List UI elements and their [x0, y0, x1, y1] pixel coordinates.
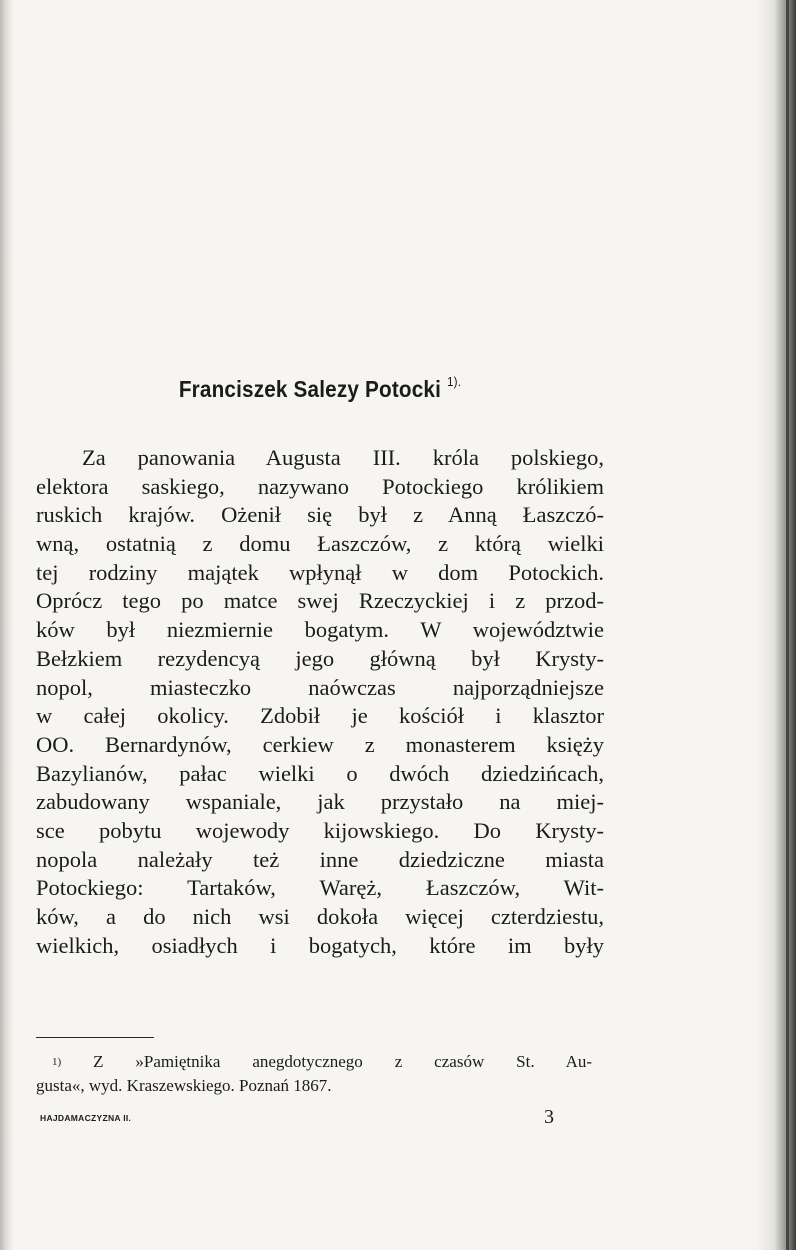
text-line: Bazylianów, pałac wielki o dwóch dziedzińcach, [36, 760, 604, 786]
footnote-mark: 1) [52, 1056, 62, 1068]
text-line: Za panowania Augusta III. króla polskiego, [82, 445, 604, 470]
text-line: sce pobytu wojewody kijowskiego. Do Krysty- [36, 817, 604, 843]
footnote-line [36, 1050, 592, 1074]
footnote [36, 1050, 592, 1098]
text-line: Potockiego: Tartaków, Waręż, Łaszczów, Wit- [36, 875, 604, 901]
page-number: 3 [544, 1106, 554, 1128]
text-line: OO. Bernardynów, cerkiew z monasterem księży [36, 731, 604, 757]
text-line: Oprócz tego po matce swej Rzeczyckiej i z przod- [36, 588, 604, 614]
heading-footnote-mark: 1). [446, 374, 462, 389]
text-line: wielkich, osiadłych i bogatych, które im były [36, 932, 604, 958]
text-line: nopola należały też inne dziedziczne miasta [36, 846, 604, 872]
footnote-divider [36, 1037, 154, 1038]
chapter-title: Franciszek Salezy Potocki [178, 376, 442, 402]
text-line: Bełzkiem rezydencyą jego główną był Krysty- [36, 645, 604, 671]
text-line: ków, a do nich wsi dokoła więcej czterdziestu, [36, 904, 604, 929]
scan-edge-left [0, 0, 14, 1250]
text-line: ków był niezmiernie bogatym. W województwie [36, 617, 604, 643]
printer-signature: HAJDAMACZYZNA II. [40, 1113, 132, 1123]
text-line: zabudowany wspaniale, jak przystało na miej- [36, 789, 604, 815]
text-line: elektora saskiego, nazywano Potockiego królikiem [36, 473, 604, 499]
text-line: ruskich krajów. Ożenił się był z Anną Łaszczó- [36, 502, 604, 528]
footnote-line: gusta«, wyd. Kraszewskiego. Poznań 1867. [36, 1076, 332, 1095]
text-line: tej rodziny majątek wpłynął w dom Potockich. [36, 559, 604, 585]
chapter-heading [122, 376, 518, 403]
scan-binding-line [786, 0, 789, 1250]
text-line: w całej okolicy. Zdobił je kościół i klasztor [36, 703, 604, 729]
text-line: wną, ostatnią z domu Łaszczów, z którą wielki [36, 531, 604, 557]
body-text [36, 444, 604, 960]
footnote-text: Z »Pamiętnika anegdotycznego z czasów St. Au- [93, 1052, 593, 1071]
text-line: nopol, miasteczko naówczas najporządniejsze [36, 674, 604, 700]
scan-edge-right [756, 0, 796, 1250]
